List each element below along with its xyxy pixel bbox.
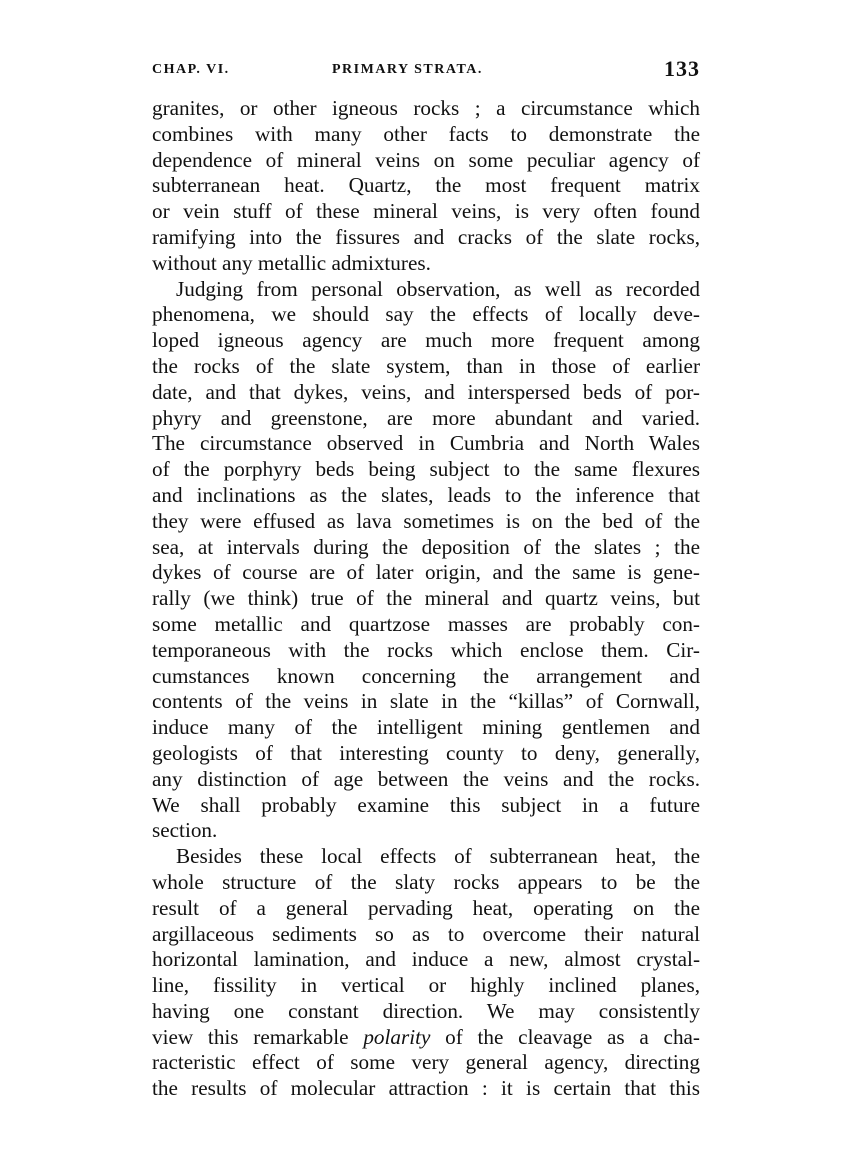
text-line: having one constant direction. We may consistently bbox=[152, 998, 700, 1023]
text-line: combines with many other facts to demonstrate the bbox=[152, 121, 700, 146]
text-line: phyry and greenstone, are more abundant and varied. bbox=[152, 405, 700, 430]
paragraph bbox=[152, 96, 700, 277]
text-line: dependence of mineral veins on some peculiar agency of bbox=[152, 147, 700, 172]
text-fragment: of the cleavage as a cha- bbox=[430, 1024, 700, 1049]
text-line: Besides these local effects of subterranean heat, the bbox=[176, 844, 700, 869]
text-fragment: view this remarkable bbox=[152, 1024, 364, 1049]
running-title: PRIMARY STRATA. bbox=[332, 62, 483, 77]
text-line: rally (we think) true of the mineral and quartz veins, but bbox=[152, 586, 700, 611]
text-line: induce many of the intelligent mining gentlemen and bbox=[152, 715, 700, 740]
text-line: the results of molecular attraction : it is certain that this bbox=[152, 1076, 700, 1101]
body-text bbox=[152, 96, 700, 1102]
text-line: whole structure of the slaty rocks appears to be the bbox=[152, 869, 700, 894]
text-line: some metallic and quartzose masses are probably con- bbox=[152, 611, 700, 636]
italic-word: polarity bbox=[363, 1024, 431, 1049]
text-line: without any metallic admixtures. bbox=[152, 250, 431, 275]
text-line: result of a general pervading heat, operating on the bbox=[152, 895, 700, 920]
text-line: dykes of course are of later origin, and the same is gene- bbox=[152, 560, 700, 585]
page-number: 133 bbox=[664, 56, 700, 81]
text-line-with-italic bbox=[152, 1025, 700, 1051]
text-line: contents of the veins in slate in the “killas” of Cornwall, bbox=[152, 689, 700, 714]
text-line: or vein stuff of these mineral veins, is very often found bbox=[152, 199, 700, 224]
text-line: ramifying into the fissures and cracks of the slate rocks, bbox=[152, 224, 700, 249]
text-line: geologists of that interesting county to deny, generally, bbox=[152, 740, 700, 765]
text-line: they were effused as lava sometimes is on the bed of the bbox=[152, 508, 700, 533]
text-line: and inclinations as the slates, leads to the inference that bbox=[152, 482, 700, 507]
text-line: granites, or other igneous rocks ; a circumstance which bbox=[152, 96, 700, 120]
text-line: subterranean heat. Quartz, the most frequent matrix bbox=[152, 173, 700, 198]
book-page bbox=[152, 56, 700, 1102]
text-line: The circumstance observed in Cumbria and North Wales bbox=[152, 431, 700, 456]
text-line: cumstances known concerning the arrangement and bbox=[152, 663, 700, 688]
text-line: We shall probably examine this subject in a future bbox=[152, 792, 700, 817]
text-line: temporaneous with the rocks which enclose them. Cir- bbox=[152, 637, 700, 662]
text-line: sea, at intervals during the deposition of the slates ; the bbox=[152, 534, 700, 559]
text-line: racteristic effect of some very general agency, directing bbox=[152, 1050, 700, 1075]
text-line: line, fissility in vertical or highly inclined planes, bbox=[152, 973, 700, 998]
running-head bbox=[152, 56, 700, 86]
text-line: any distinction of age between the veins and the rocks. bbox=[152, 766, 700, 791]
text-line: date, and that dykes, veins, and interspersed beds of por- bbox=[152, 379, 700, 404]
paragraph bbox=[152, 844, 700, 1102]
text-line: section. bbox=[152, 818, 218, 843]
text-line: Judging from personal observation, as well as recorded bbox=[176, 276, 700, 301]
text-line: horizontal lamination, and induce a new, almost crystal- bbox=[152, 947, 700, 972]
text-line: loped igneous agency are much more frequent among bbox=[152, 328, 700, 353]
chapter-label: CHAP. VI. bbox=[152, 62, 230, 77]
text-line: phenomena, we should say the effects of locally deve- bbox=[152, 302, 700, 327]
text-line: of the porphyry beds being subject to the same flexures bbox=[152, 457, 700, 482]
paragraph bbox=[152, 277, 700, 845]
text-line: argillaceous sediments so as to overcome their natural bbox=[152, 921, 700, 946]
text-line: the rocks of the slate system, than in those of earlier bbox=[152, 353, 700, 378]
